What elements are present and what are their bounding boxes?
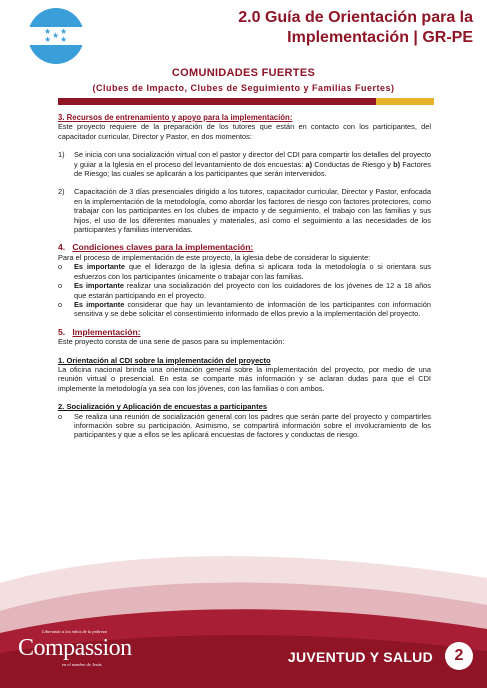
- page-number: 2: [445, 642, 473, 670]
- sec4-intro: Para el proceso de implementación de este proyecto, la iglesia debe de considerar lo siguiente:: [58, 252, 371, 262]
- sec5-step1-heading: 1. Orientación al CDI sobre la implementación del proyecto: [58, 355, 271, 365]
- footer-label: JUVENTUD Y SALUD: [287, 649, 433, 665]
- sec3-intro: Este proyecto requiere de la preparación de los tutores que están en contacto con los participantes, del capacitador curricular, Director y Pastor, en dos momentos:: [58, 122, 431, 141]
- sec5-intro: Este proyecto consta de una serie de pasos para su implementación:: [58, 337, 285, 347]
- compassion-logo: Liberando a los niños de la pobreza Compassion en el nombre de Jesús: [18, 629, 132, 667]
- heading-sec5: 5. Implementación:: [58, 326, 141, 337]
- list-item: o Es importante realizar una socialización del proyecto con los cuidadores de los jóvenes de 12 a 18 años que estarán participando en el proyecto.: [58, 281, 431, 300]
- list-item: o Se realiza una reunión de socialización general con los padres que serán parte del proyecto y compartirles información sobre su participación. Asimismo, se compartirá información sobre el involucramiento de los participantes y que a ellos se les aplicará encuestas de factores y conductas de riesgo.: [58, 411, 431, 440]
- list-item: o Es importante considerar que hay un levantamiento de información de los participantes con información sensitiva y se debe solicitar el consentimiento informado de ellos previo a la implementación del proyecto.: [58, 299, 431, 319]
- document-body: [58, 113, 431, 440]
- list-item: 1) Se inicia con una socialización virtual con el pastor y director del CDI para compartir los detalles del proyecto y guiar a la Iglesia en el proceso del levantamiento de dos encuestas: a) Conductas de Riesgo y b) Factores de Riesgo; las cuales se aplicarán a los participantes que serán intervenidos.: [58, 150, 431, 179]
- section-subtitle: (Clubes de Impacto, Clubes de Seguimiento y Familias Fuertes): [92, 83, 395, 93]
- page-title: 2.0 Guía de Orientación para la Implementación | GR-PE: [238, 9, 473, 46]
- list-item: 2) Capacitación de 3 días presenciales dirigido a los tutores, capacitador curricular, Director y Pastor, enfocada en la implementación de la metodología, como abordar los factores de riesgo con factores protectores, como trabajar con los participantes en los clubes de impacto y de seguimiento, el trabajo con las familias y sus hijos, el uso de los diferentes manuales y materiales, así como el seguimiento a las necesidades de los participantes y familias intervenidas.: [58, 187, 431, 235]
- section-title: COMUNIDADES FUERTES: [171, 67, 316, 79]
- heading-sec3: 3. Recursos de entrenamiento y apoyo para la implementación:: [58, 113, 293, 122]
- list-item: o Es importante que el liderazgo de la iglesia defina si aplicara toda la metodología o si orientara sus esfuerzos con los participantes únicamente o trabajar con las familias.: [58, 262, 431, 281]
- sec5-step1-text: La oficina nacional brinda una orientación general sobre la implementación del proyecto, por medio de una reunión virtual o presencial. En esta se comparte más información y se aclaran dudas para que el CDI implemente la metodología ya sea con los jóvenes, con las familias o con ambos.: [58, 364, 431, 393]
- honduras-flag-icon: ★ ★ ★ ★ ★: [28, 8, 84, 64]
- sec5-step2-heading: 2. Socialización y Aplicación de encuestas a participantes: [58, 402, 268, 412]
- heading-sec4: 4. Condiciones claves para la implementación:: [58, 242, 254, 253]
- divider-bar: [58, 98, 434, 105]
